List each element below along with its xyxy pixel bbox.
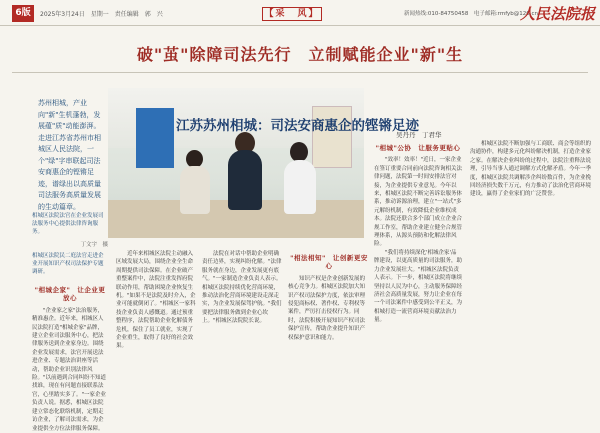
article-byline: 吴丹丹 丁君华 <box>396 131 442 139</box>
section-subhead-2: "相法相知" 让创新更安心 <box>290 254 368 271</box>
column-2-text: 近年来相城区法院主动融入区域发展大局，围绕企业全生命周期提供司法保障。在企业破产重整案件中，法院注重发挥府院联动作用，帮助困境企业恢复生机。"如果不是法院及时介入，企业可能就倒闭了。"相城区一家科技企业负责人感慨道。通过预重整程序，法院帮助企业化解债务危机，保住了员工就业，实现了企业重生，取得了良好的社会效果。 <box>116 251 196 350</box>
contact-line: 新闻热线:010-84750458 电子邮箱:rmfyb@126.cn <box>404 11 539 17</box>
page-header <box>0 0 600 26</box>
newspaper-masthead: 人民法院报 <box>520 5 596 23</box>
column-5-text: "效率！效率！"近日，一家企业在签订重要合同前向法院咨询相关法律问题，法院第一时间安排法官对接，为企业提供专业意见。今年以来，相城区法院不断完善诉讼服务体系，推动诉源治理，建立"一站式"多元解纷机制，有效降低企业维权成本。法院还联合多个部门成立企业合规工作室，帮助企业建立健全合规管理体系，从源头预防和化解法律风险。 <box>374 157 463 248</box>
column-6-text: 相城区法院不断加强与工商联、商会等组织的沟通协作，构建多元化纠纷解决机制，打造企业家之家。在解决企业纠纷的过程中，法院注重释法说理，引导当事人通过调解方式化解矛盾。今年一季度，相城区法院共调解涉企纠纷数百件，为企业挽回经济损失数千万元，有力推动了法治化营商环境建设，赢得了企业家们的广泛赞誉。 <box>470 141 592 198</box>
article-column-6 <box>470 140 592 422</box>
article-column-4 <box>288 250 370 422</box>
section-subhead-3: "相城"公协 让服务更贴心 <box>375 144 461 152</box>
photo-caption-1: 相城区法院法官在企业发展司法服务中心提供法律咨询服务。 <box>32 213 104 235</box>
section-subhead-1: "相城企家" 让企业更放心 <box>34 286 106 303</box>
poster-blue <box>136 108 174 168</box>
column-1-text: "企业家之家"法治服务，精准惠企。近年来，相城区人民法院打造"相城企家"品牌，建立企业司法服务中心，把法律服务送到企业家身边。围绕企业发展需求，法官开展送法进企业、专题法治讲座等活动，帮助企业识别法律风险。"以前遇到合同纠纷不知道找谁，现在有问题直接联系法官，心里踏实多了。"一家企业负责人说。据悉，相城区法院建立常态化联络机制，定期走访企业，了解司法需求，为企业提供全方位法律服务保障。 <box>32 307 107 432</box>
article-column-1 <box>32 282 108 432</box>
article-title: 江苏苏州相城：司法安商惠企的铿锵足迹 <box>176 118 419 134</box>
article-column-2 <box>116 250 196 422</box>
date-line: 2025年3月24日 星期一 责任编辑 郭 兴 <box>40 11 163 18</box>
column-4-text: 知识产权是企业创新发展的核心竞争力。相城区法院加大知识产权司法保护力度，依法审理侵犯商标权、著作权、专利权等案件，严厉打击侵权行为。同时，法院积极开展知识产权司法保护宣传，帮助企业提升知识产权保护意识和能力。 <box>288 275 366 341</box>
article-column-5 <box>374 140 462 422</box>
article-column-3 <box>202 250 284 422</box>
person-right <box>284 160 316 214</box>
intro-text: 苏州相城，产业向"新"生机蓬勃，发展蕴"质"动能澎湃。走进江苏省苏州市相城区人民法院，一个"绿"字串联起司法安商惠企的铿锵足迹，谱绿出以高质量司法服务高质量发展的生动篇章。 <box>38 99 101 211</box>
column-5b-text: "我们将持续深化'相城企家'品牌建设，以更高质量的司法服务，助力企业发展壮大。"相城区法院负责人表示。下一步，相城区法院将继续坚持以人民为中心，主动服务保障经济社会高质量发展，努力让企业在每一个司法案件中感受到公平正义，为相城打造一流营商环境贡献法治力量。 <box>374 249 463 324</box>
section-tag: 【采 风】 <box>262 7 322 21</box>
photo-caption-2: 相城区法院民二庭法官走进企业开展知识产权司法保护专题调研。 <box>32 253 104 275</box>
column-3-text: 法院在对话中帮助企业明确责任边界，实现纠纷化解。"法律服务就在身边，企业发展更有底气。"一家制造企业负责人表示。相城区法院持续优化营商环境，推动法治化营商环境建设走深走实，为企业发展保驾护航。"我们要把法律服务做到企业心坎上。"相城区法院院长说。 <box>202 251 282 325</box>
feature-photo <box>108 88 364 238</box>
photo-credit: 丁文宇 摄 <box>80 242 108 248</box>
page-number-badge: 6版 <box>12 5 34 22</box>
person-left <box>180 166 210 214</box>
page-headline: 破"茧"除障司法先行 立制赋能企业"新"生 <box>136 45 464 64</box>
divider <box>12 72 588 73</box>
photo-captions <box>32 212 108 280</box>
person-center <box>228 150 262 210</box>
